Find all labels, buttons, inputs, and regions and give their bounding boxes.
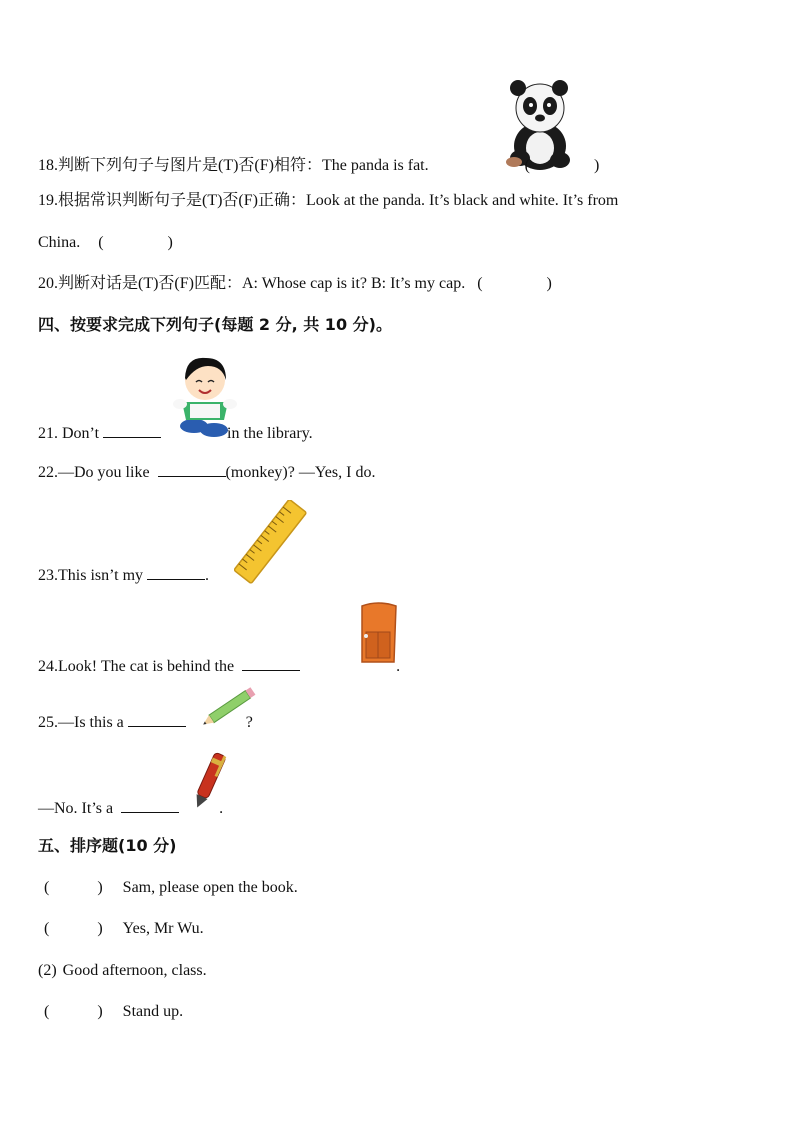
question-21 [38,423,313,444]
question-25-prefix: 25.—Is this a [38,714,124,731]
question-25-answer-prefix: —No. It’s a [38,800,114,817]
question-24 [38,656,400,677]
answer-parentheses[interactable]: ( ) [98,234,173,251]
question-24-prefix: 24.Look! The cat is behind the [38,658,235,675]
ordering-text: Sam, please open the book. [122,879,298,896]
ordering-text: Yes, Mr Wu. [122,920,204,937]
ordering-text: Good afternoon, class. [62,962,207,979]
question-22 [38,462,375,483]
answer-blank[interactable] [147,565,205,580]
answer-blank[interactable] [121,798,179,813]
ordering-item [44,878,298,898]
answer-parentheses[interactable]: ( ) [524,157,600,174]
question-19-text: China. [38,234,81,251]
question-20 [38,274,552,294]
question-23-suffix: . [205,567,210,584]
question-24-suffix: . [396,658,401,675]
question-19-line1: 19.根据常识判断句子是(T)否(F)正确：Look at the panda. It’s black and white. It’s from [38,192,619,209]
question-20-text: 20.判断对话是(T)否(F)匹配：A: Whose cap is it? B: It’s my cap. [38,275,466,292]
question-25 [38,712,253,733]
question-25-answer-suffix: . [219,800,224,817]
question-21-suffix: in the library. [227,425,313,442]
question-25-answer [38,798,223,819]
section-5-heading: 五、排序题(10 分) [38,836,177,855]
question-18 [38,156,599,176]
question-22-suffix: (monkey)? —Yes, I do. [225,464,376,481]
answer-blank[interactable] [242,656,300,671]
order-number-box[interactable]: ( ) [44,920,103,937]
question-19-line2 [38,233,173,253]
answer-blank[interactable] [158,462,226,477]
question-18-text: 18.判断下列句子与图片是(T)否(F)相符：The panda is fat. [38,157,429,174]
answer-blank[interactable] [128,712,186,727]
order-number-label: (2) [38,962,57,979]
answer-parentheses[interactable]: ( ) [477,275,552,292]
answer-blank[interactable] [103,423,161,438]
ordering-text: Stand up. [122,1003,184,1020]
ruler-image [234,500,308,584]
order-number-box[interactable]: ( ) [44,1003,103,1020]
ordering-item [44,919,204,939]
ordering-item [44,1002,183,1022]
question-23 [38,565,209,586]
question-25-suffix: ? [245,714,253,731]
question-23-prefix: 23.This isn’t my [38,567,144,584]
section-4-heading: 四、按要求完成下列句子(每题 2 分, 共 10 分)。 [38,315,392,334]
order-number-box[interactable]: ( ) [44,879,103,896]
question-22-prefix: 22.—Do you like [38,464,150,481]
ordering-item [38,961,207,981]
question-21-prefix: 21. Don’t [38,425,100,442]
